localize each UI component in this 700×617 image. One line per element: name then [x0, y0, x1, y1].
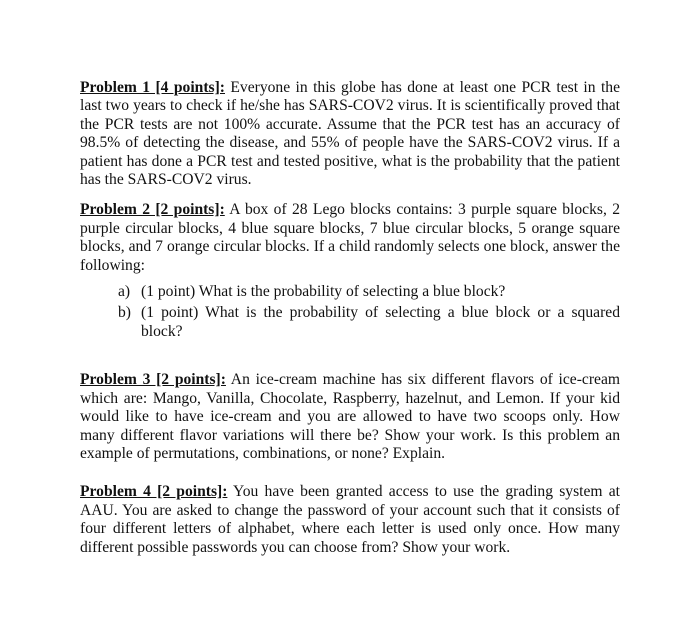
problem-2: [80, 201, 620, 275]
problem-4-heading: Problem 4 [2 points]:: [80, 483, 228, 501]
problem-3-text: An ice-cream machine has six different flavors of ice-cream which are: Mango, Vanilla, Chocolate, Raspberry, hazelnut, and Lemon. If your kid would like to have ice-cream and you are allowed to have two scoops only. How many different flavor variations will there be? Show your work. Is this problem an example of permutations, combinations, or none? Explain.: [80, 371, 621, 462]
document-page: [80, 79, 620, 557]
problem-1-heading: Problem 1 [4 points]:: [80, 79, 225, 96]
subquestion-a-marker: a): [118, 283, 131, 301]
subquestion-b-text: (1 point) What is the probability of selecting a blue block or a squared block?: [141, 304, 620, 340]
problem-2-text: A box of 28 Lego blocks contains: 3 purple square blocks, 2 purple circular blocks, 4 blue square blocks, 7 blue circular blocks, 5 orange square blocks, and 7 orange circular blocks. If a child randomly selects one block, answer the following:: [80, 201, 620, 274]
problem-4: [80, 483, 620, 557]
subquestion-a-text: (1 point) What is the probability of selecting a blue block?: [141, 283, 506, 301]
problem-2-subquestions: [80, 283, 620, 341]
problem-1-text: Everyone in this globe has done at least one PCR test in the last two years to check if he/she has SARS-COV2 virus. It is scientifically proved that the PCR tests are not 100% accurate. Assume that the PCR test has an accuracy of 98.5% of detecting the disease, and 55% of people have the SARS-COV2 virus. If a patient has done a PCR test and tested positive, what is the probability that the patient has the SARS-COV2 virus.: [80, 79, 621, 189]
subquestion-b: [80, 304, 620, 341]
subquestion-b-marker: b): [118, 304, 131, 322]
subquestion-a: [80, 283, 620, 301]
problem-3: [80, 371, 620, 463]
problem-4-text: You have been granted access to use the grading system at AAU. You are asked to change the password of your account such that it consists of four different letters of alphabet, where each letter is used only once. How many different possible passwords you can choose from? Show your work.: [80, 483, 620, 556]
problem-1: [80, 79, 620, 189]
problem-3-heading: Problem 3 [2 points]:: [80, 371, 226, 389]
problem-2-heading: Problem 2 [2 points]:: [80, 201, 225, 219]
